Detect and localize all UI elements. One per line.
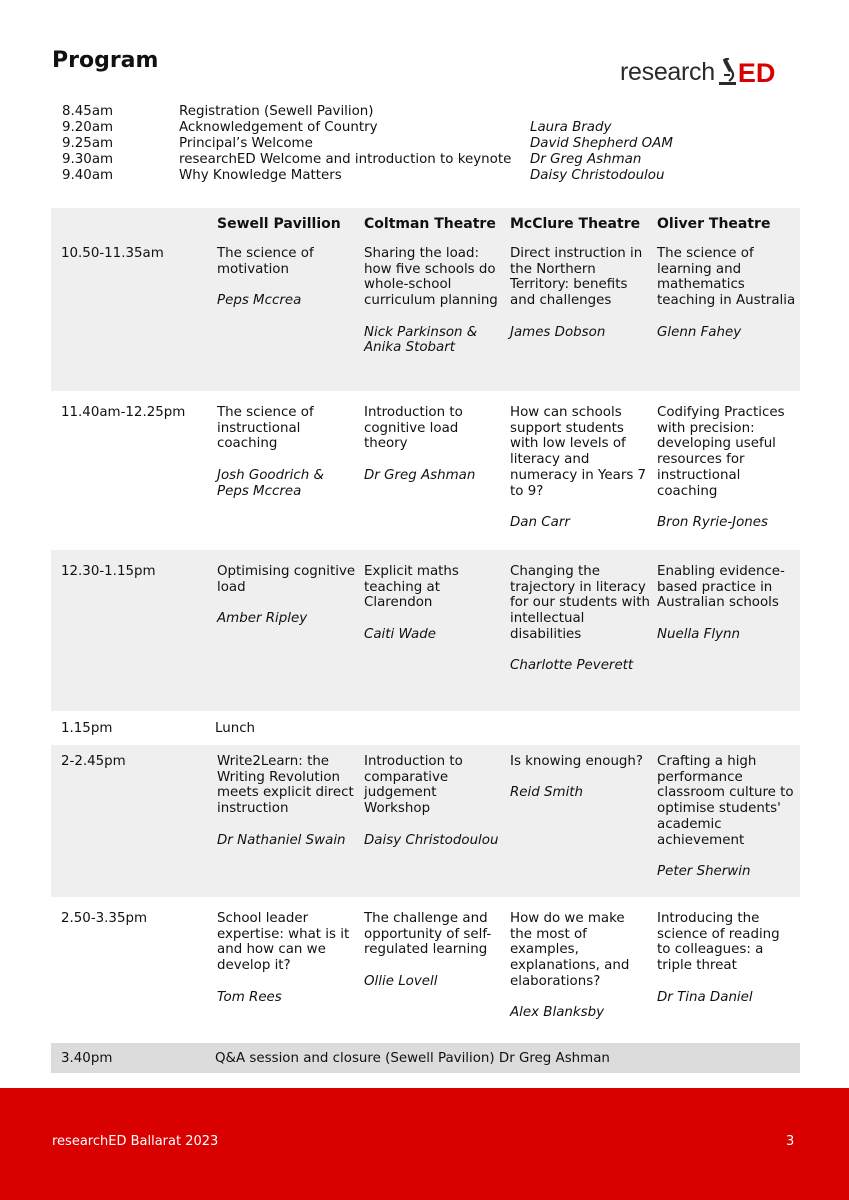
talk-speaker: Dan Carr [510, 514, 570, 530]
venue-header: McClure Theatre [510, 216, 641, 232]
page-footer [0, 1088, 849, 1200]
talk-title: Optimising cognitive load [217, 564, 356, 595]
session-cell [657, 911, 797, 1005]
session-cell [657, 405, 797, 531]
session-cell [657, 754, 797, 880]
intro-event: Principal’s Welcome [179, 136, 313, 151]
microscope-icon [717, 58, 737, 86]
intro-speaker: Daisy Christodoulou [530, 168, 665, 183]
session-cell [510, 911, 650, 1021]
talk-speaker: Caiti Wade [364, 626, 436, 642]
session-time: 10.50-11.35am [61, 246, 164, 261]
intro-time: 9.20am [62, 120, 114, 135]
session-cell [510, 564, 650, 674]
session-cell [217, 564, 357, 627]
talk-speaker: Tom Rees [217, 989, 282, 1005]
talk-speaker: Amber Ripley [217, 611, 308, 627]
session-cell [217, 911, 357, 1005]
intro-time: 8.45am [62, 104, 114, 119]
talk-title: Enabling evidence-based practice in Australian schools [657, 564, 785, 611]
lunch-label: Lunch [215, 721, 256, 736]
page-number: 3 [786, 1134, 795, 1149]
session-time: 11.40am-12.25pm [61, 405, 186, 420]
talk-title: Introducing the science of reading to colleagues: a triple threat [657, 911, 780, 974]
session-cell [364, 911, 504, 990]
intro-event: researchED Welcome and introduction to keynote [179, 152, 512, 167]
closing-row [51, 1043, 800, 1073]
session-cell [217, 405, 357, 499]
talk-title: Changing the trajectory in literacy for our students with intellectual disabilities [510, 564, 650, 642]
intro-time: 9.30am [62, 152, 114, 167]
lunch-row [51, 711, 800, 745]
talk-speaker: Bron Ryrie-Jones [657, 514, 768, 530]
talk-speaker: James Dobson [510, 324, 606, 340]
session-cell [364, 564, 504, 643]
closing-time: 3.40pm [61, 1051, 113, 1066]
talk-title: How do we make the most of examples, explanations, and elaborations? [510, 911, 630, 989]
session-time: 2.50-3.35pm [61, 911, 148, 926]
session-row-5 [51, 897, 800, 1043]
intro-event: Acknowledgement of Country [179, 120, 378, 135]
talk-title: Is knowing enough? [510, 754, 644, 769]
session-row-1 [51, 208, 800, 391]
session-cell [510, 246, 650, 340]
talk-speaker: Daisy Christodoulou [364, 832, 499, 848]
intro-row [62, 152, 712, 168]
lunch-time: 1.15pm [61, 721, 113, 736]
logo-ed-text: ED [737, 58, 776, 88]
session-row-3 [51, 550, 800, 711]
page-title: Program [52, 48, 159, 73]
talk-speaker: Reid Smith [510, 785, 584, 801]
intro-row [62, 136, 712, 152]
session-cell [217, 754, 357, 848]
talk-title: The science of learning and mathematics teaching in Australia [657, 246, 796, 309]
talk-speaker: Nuella Flynn [657, 626, 740, 642]
intro-row [62, 104, 712, 120]
session-time: 12.30-1.15pm [61, 564, 156, 579]
closing-label: Q&A session and closure (Sewell Pavilion) Dr Greg Ashman [215, 1051, 610, 1066]
intro-speaker: Laura Brady [530, 120, 612, 135]
talk-speaker: Peps Mccrea [217, 293, 302, 309]
talk-speaker: Ollie Lovell [364, 973, 438, 989]
intro-speaker: David Shepherd OAM [530, 136, 673, 151]
talk-title: Codifying Practices with precision: developing useful resources for instructional coaching [657, 405, 785, 499]
talk-title: Sharing the load: how five schools do whole-school curriculum planning [364, 246, 498, 309]
session-cell [657, 564, 797, 643]
intro-time: 9.40am [62, 168, 114, 183]
venue-header: Oliver Theatre [657, 216, 771, 232]
talk-title: Direct instruction in the Northern Territory: benefits and challenges [510, 246, 643, 309]
talk-title: The challenge and opportunity of self-regulated learning [364, 911, 492, 958]
footer-event-name: researchED Ballarat 2023 [52, 1134, 219, 1149]
session-cell [364, 246, 504, 356]
talk-speaker: Charlotte Peverett [510, 658, 634, 674]
intro-row [62, 120, 712, 136]
session-cell [657, 246, 797, 340]
talk-title: Crafting a high performance classroom culture to optimise students' academic achievement [657, 754, 794, 848]
intro-event: Registration (Sewell Pavilion) [179, 104, 374, 119]
session-cell [510, 754, 650, 801]
intro-event: Why Knowledge Matters [179, 168, 342, 183]
talk-speaker: Dr Tina Daniel [657, 989, 753, 1005]
intro-row [62, 168, 712, 184]
session-cell [510, 405, 650, 531]
intro-schedule [62, 104, 712, 184]
talk-title: Introduction to comparative judgement Workshop [364, 754, 463, 817]
talk-title: How can schools support students with low levels of literacy and numeracy in Years 7 to 9? [510, 405, 647, 499]
talk-title: School leader expertise: what is it and how can we develop it? [217, 911, 350, 974]
talk-title: The science of instructional coaching [217, 405, 314, 452]
intro-time: 9.25am [62, 136, 114, 151]
talk-speaker: Dr Greg Ashman [364, 467, 476, 483]
talk-speaker: Peter Sherwin [657, 863, 751, 879]
intro-speaker: Dr Greg Ashman [530, 152, 642, 167]
session-cell [217, 246, 357, 309]
session-time: 2-2.45pm [61, 754, 126, 769]
venue-header: Coltman Theatre [364, 216, 496, 232]
talk-speaker: Alex Blanksby [510, 1005, 605, 1021]
talk-title: The science of motivation [217, 246, 314, 277]
venue-header: Sewell Pavillion [217, 216, 341, 232]
talk-title: Introduction to cognitive load theory [364, 405, 463, 452]
talk-title: Explicit maths teaching at Clarendon [364, 564, 459, 611]
talk-speaker: Dr Nathaniel Swain [217, 832, 346, 848]
session-row-2 [51, 367, 800, 550]
logo-research-text: research [620, 58, 715, 86]
session-cell [364, 754, 504, 848]
talk-speaker: Nick Parkinson & Anika Stobart [364, 324, 478, 356]
talk-speaker: Glenn Fahey [657, 324, 742, 340]
session-row-4 [51, 745, 800, 897]
talk-speaker: Josh Goodrich & Peps Mccrea [217, 467, 324, 499]
talk-title: Write2Learn: the Writing Revolution meets explicit direct instruction [217, 754, 354, 817]
session-cell [364, 405, 504, 484]
researched-logo [620, 58, 775, 87]
